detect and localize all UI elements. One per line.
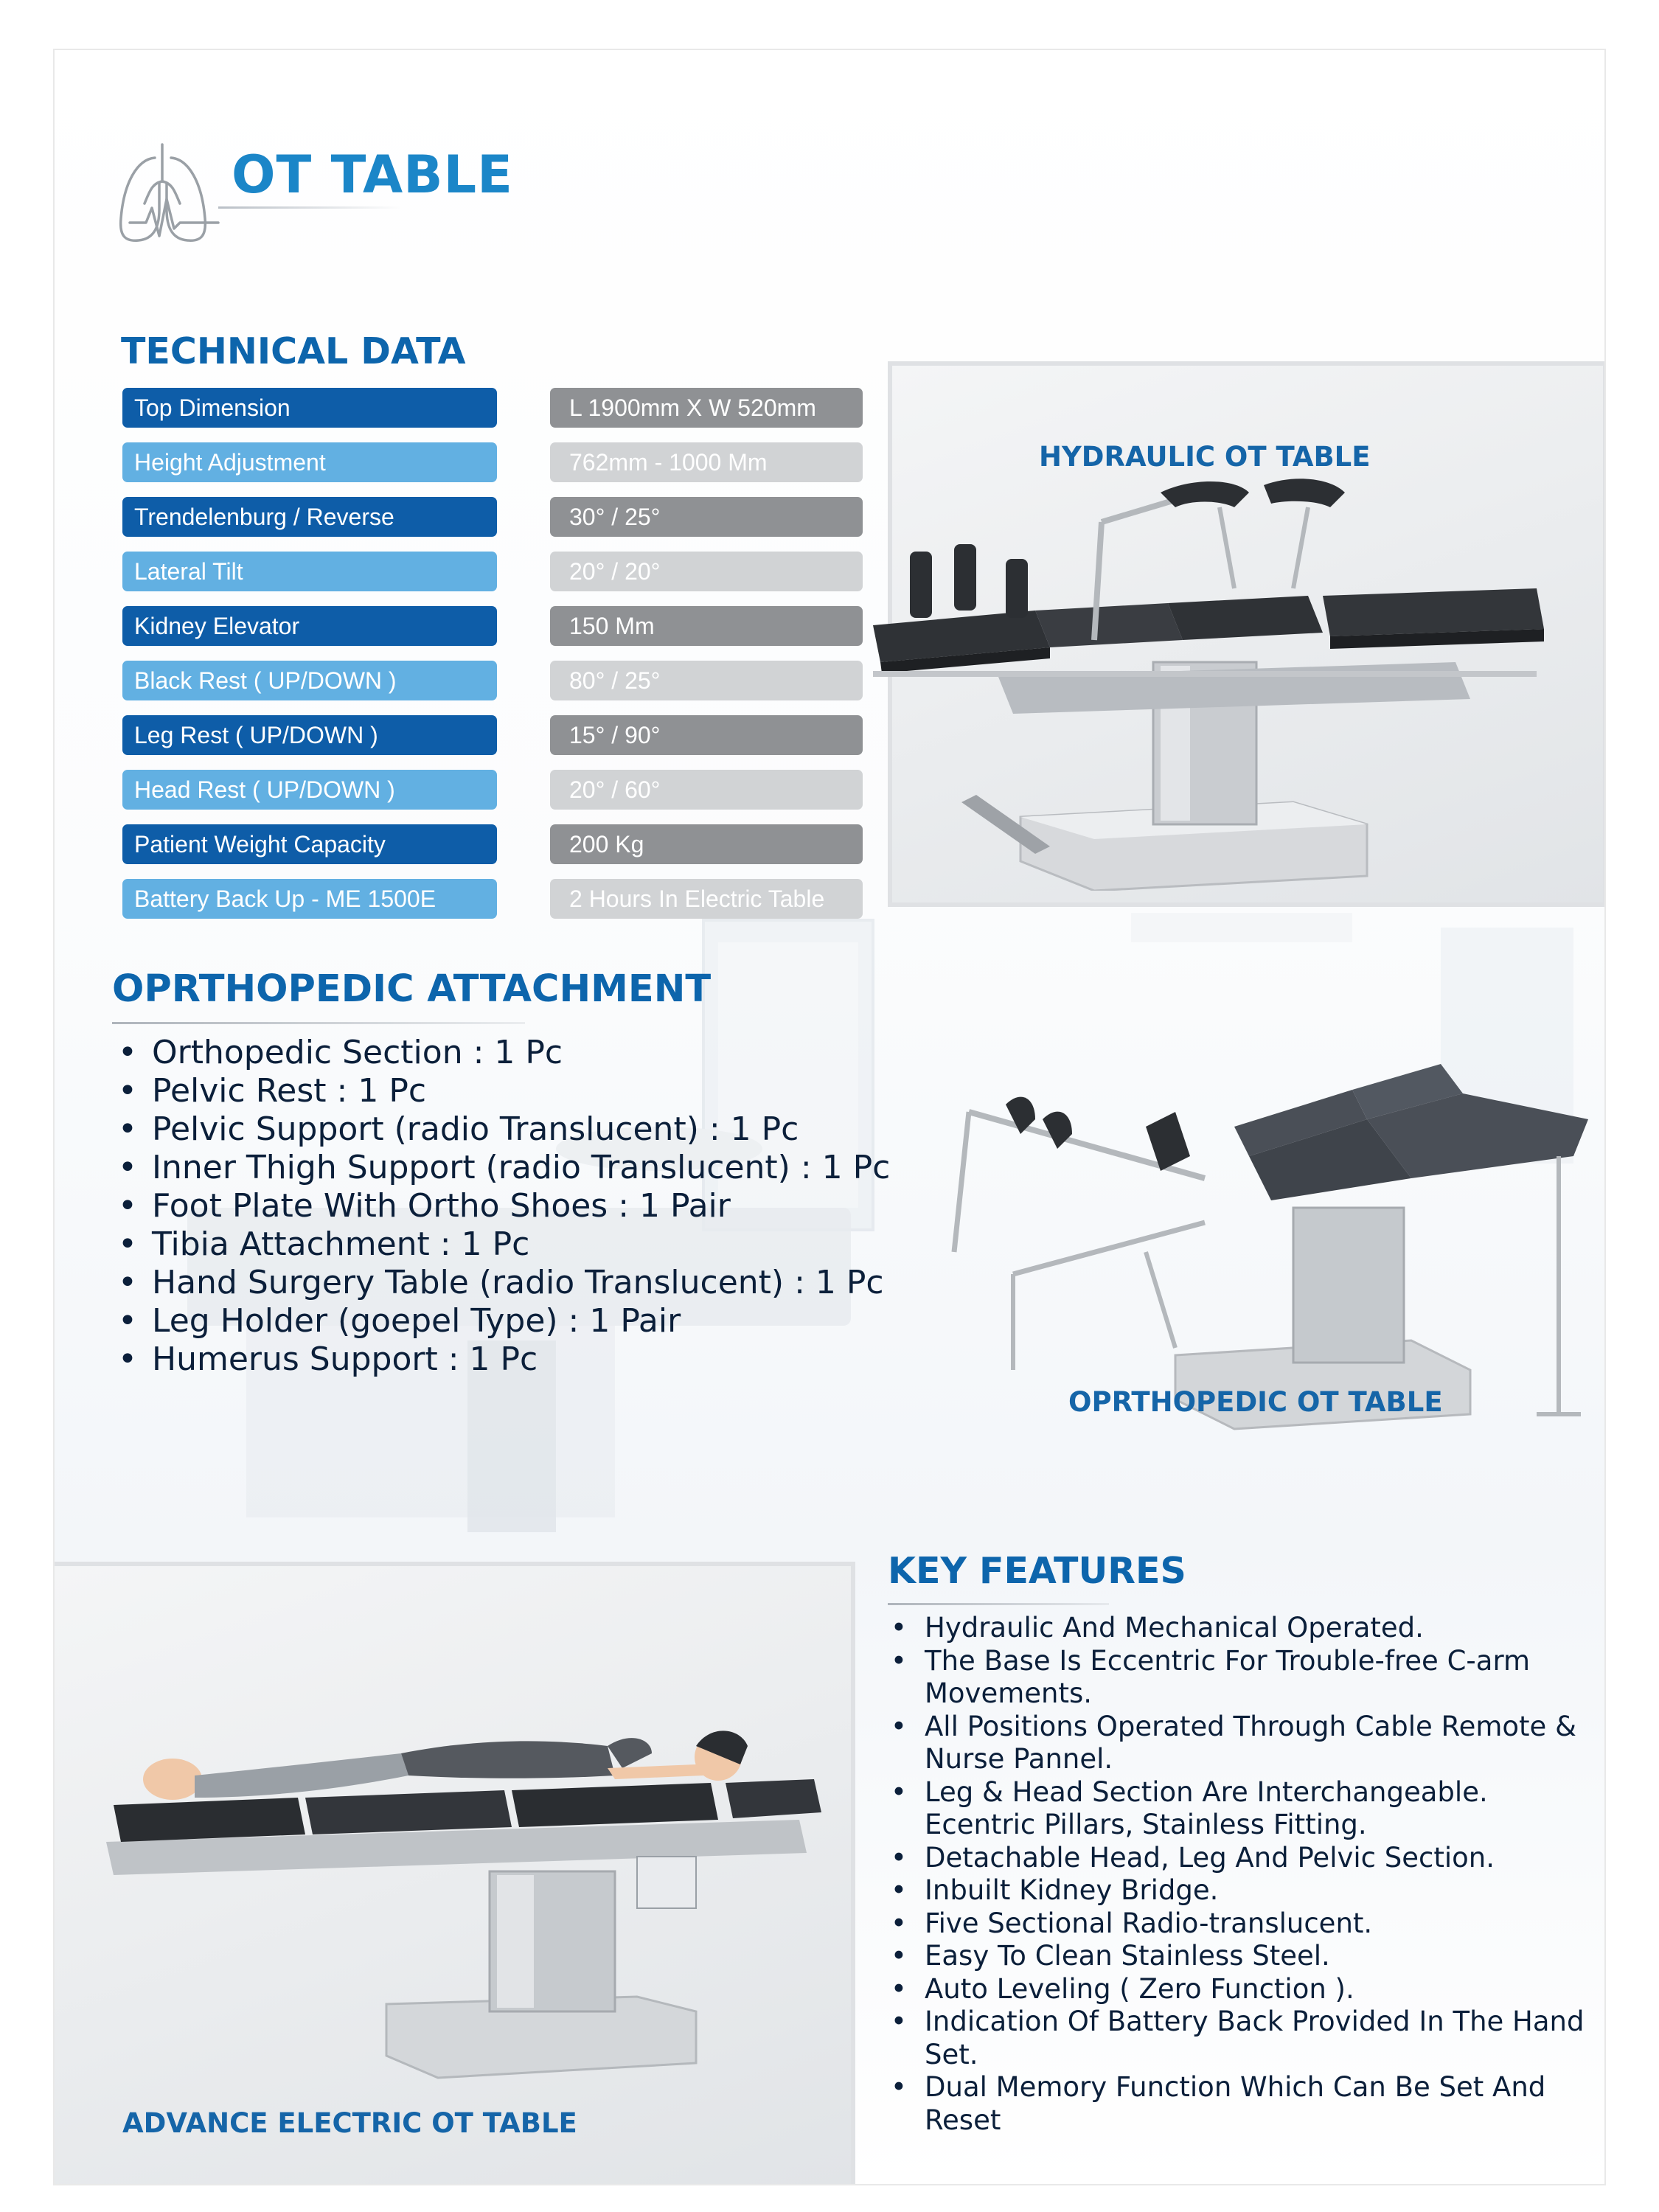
list-item: • Foot Plate With Ortho Shoes : 1 Pair: [115, 1187, 904, 1225]
tech-row: [122, 770, 867, 811]
page-title: OT TABLE: [232, 145, 513, 205]
tech-value: 15° / 90°: [550, 715, 863, 755]
list-item: • Pelvic Rest : 1 Pc: [115, 1072, 904, 1110]
tech-row: [122, 442, 867, 484]
tech-label: Height Adjustment: [122, 442, 497, 482]
tech-value: L 1900mm X W 520mm: [550, 388, 863, 428]
list-item: • Detachable Head, Leg And Pelvic Section.: [888, 1842, 1596, 1875]
tech-value: 200 Kg: [550, 824, 863, 864]
lungs-heartbeat-icon: [116, 137, 220, 248]
tech-row: [122, 879, 867, 920]
list-item: • Easy To Clean Stainless Steel.: [888, 1940, 1596, 1973]
list-item: • Leg Holder (goepel Type) : 1 Pair: [115, 1302, 904, 1340]
list-item: • Inner Thigh Support (radio Translucent) : 1 Pc: [115, 1149, 904, 1187]
tech-row: [122, 715, 867, 757]
list-item: • Hydraulic And Mechanical Operated.: [888, 1612, 1596, 1645]
hydraulic-ot-table-image: [851, 478, 1603, 891]
list-item: • Leg & Head Section Are Interchangeable. Ecentric Pillars, Stainless Fitting.: [888, 1776, 1596, 1842]
technical-data-table: [122, 388, 867, 933]
tech-value: 30° / 25°: [550, 497, 863, 537]
list-item: • Humerus Support : 1 Pc: [115, 1340, 904, 1379]
tech-label: Trendelenburg / Reverse: [122, 497, 497, 537]
orthopedic-attachment-heading: OPRTHOPEDIC ATTACHMENT: [112, 967, 712, 1011]
orthopedic-attachment-list: [115, 1034, 904, 1379]
title-underline: [218, 206, 403, 209]
advance-electric-table-caption: ADVANCE ELECTRIC OT TABLE: [122, 2107, 577, 2139]
advance-electric-ot-table-image: [91, 1694, 844, 2107]
tech-row: [122, 497, 867, 538]
key-features-list: [888, 1612, 1596, 2137]
key-features-heading: KEY FEATURES: [888, 1550, 1186, 1592]
brochure-page: [53, 49, 1606, 2185]
list-item: • Orthopedic Section : 1 Pc: [115, 1034, 904, 1072]
orthopedic-heading-underline: [112, 1022, 525, 1024]
tech-value: 762mm - 1000 Mm: [550, 442, 863, 482]
orthopedic-ot-table-image: [925, 1031, 1603, 1444]
list-item: • Tibia Attachment : 1 Pc: [115, 1225, 904, 1264]
tech-label: Head Rest ( UP/DOWN ): [122, 770, 497, 810]
list-item: • Inbuilt Kidney Bridge.: [888, 1874, 1596, 1907]
orthopedic-table-caption: OPRTHOPEDIC OT TABLE: [1068, 1386, 1443, 1418]
tech-value: 2 Hours In Electric Table: [550, 879, 863, 919]
list-item: • Dual Memory Function Which Can Be Set And Reset: [888, 2071, 1596, 2137]
technical-data-heading: TECHNICAL DATA: [121, 330, 466, 372]
list-item: • The Base Is Eccentric For Trouble-free C-arm Movements.: [888, 1645, 1596, 1711]
list-item: • All Positions Operated Through Cable Remote & Nurse Pannel.: [888, 1711, 1596, 1776]
tech-value: 20° / 60°: [550, 770, 863, 810]
tech-value: 150 Mm: [550, 606, 863, 646]
tech-value: 20° / 20°: [550, 552, 863, 591]
tech-label: Leg Rest ( UP/DOWN ): [122, 715, 497, 755]
hydraulic-table-caption: HYDRAULIC OT TABLE: [1039, 441, 1371, 473]
tech-label: Lateral Tilt: [122, 552, 497, 591]
tech-row: [122, 552, 867, 593]
tech-label: Battery Back Up - ME 1500E: [122, 879, 497, 919]
tech-label: Patient Weight Capacity: [122, 824, 497, 864]
tech-label: Black Rest ( UP/DOWN ): [122, 661, 497, 700]
list-item: • Auto Leveling ( Zero Function ).: [888, 1973, 1596, 2006]
list-item: • Pelvic Support (radio Translucent) : 1 Pc: [115, 1110, 904, 1149]
key-features-underline: [888, 1603, 1109, 1605]
tech-label: Kidney Elevator: [122, 606, 497, 646]
list-item: • Indication Of Battery Back Provided In The Hand Set.: [888, 2006, 1596, 2071]
tech-value: 80° / 25°: [550, 661, 863, 700]
tech-label: Top Dimension: [122, 388, 497, 428]
tech-row: [122, 661, 867, 702]
list-item: • Five Sectional Radio-translucent.: [888, 1907, 1596, 1941]
tech-row: [122, 388, 867, 429]
list-item: • Hand Surgery Table (radio Translucent) : 1 Pc: [115, 1264, 904, 1302]
tech-row: [122, 606, 867, 647]
tech-row: [122, 824, 867, 866]
